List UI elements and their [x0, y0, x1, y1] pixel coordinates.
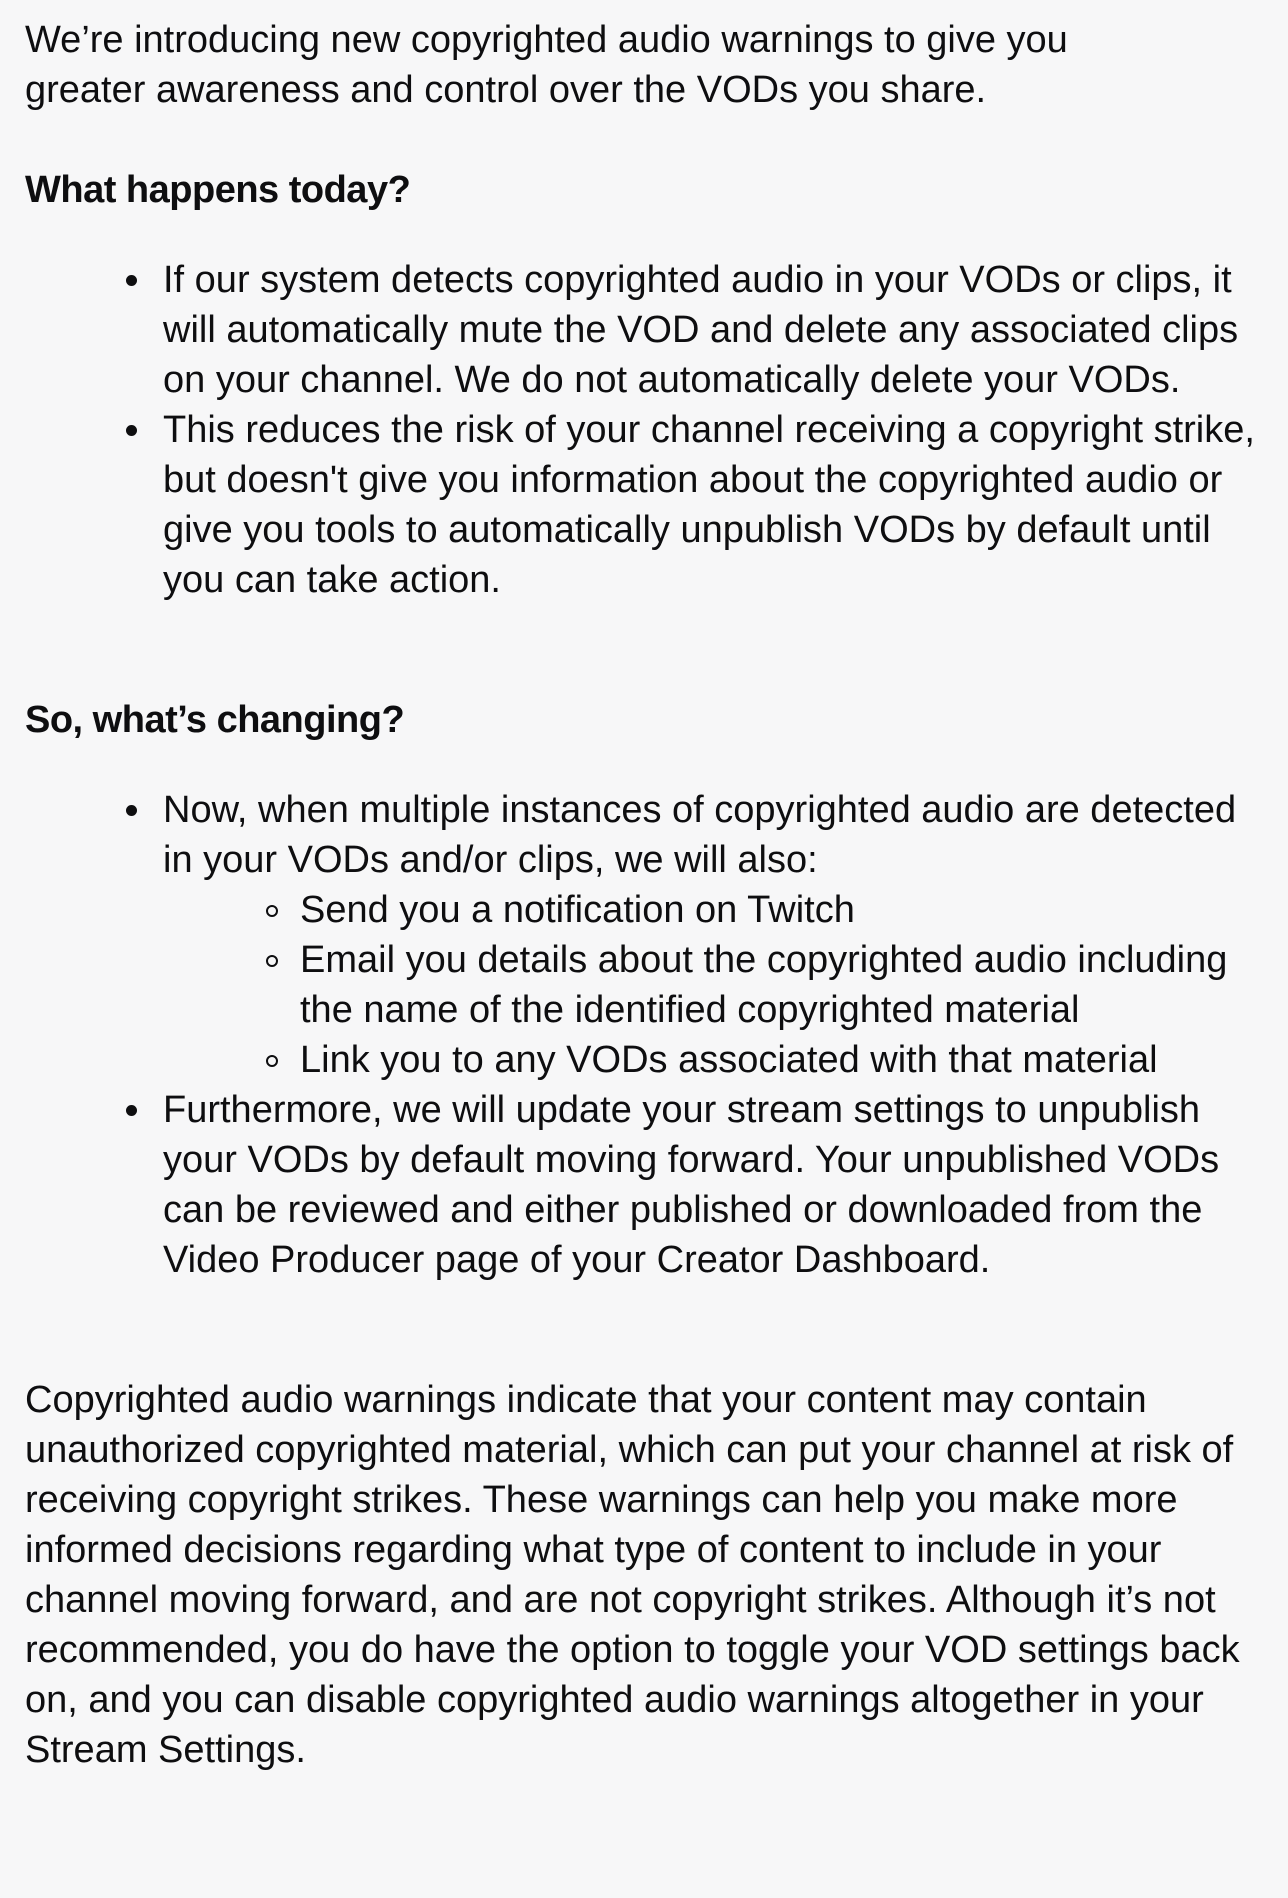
bullet-list-today: [163, 255, 1273, 605]
list-item: [163, 785, 1273, 1085]
section-heading-today: What happens today?: [25, 169, 411, 211]
sub-list-item: Send you a notification on Twitch: [300, 885, 1273, 935]
sub-bullet-list: [300, 885, 1273, 1085]
list-item: If our system detects copyrighted audio in your VODs or clips, it will automatically mute the VOD and delete any associated clips on your channel. We do not automatically delete your VODs.: [163, 255, 1273, 405]
closing-paragraph: Copyrighted audio warnings indicate that your content may contain unauthorized copyrighted material, which can put your channel at risk of receiving copyright strikes. These warnings can help you make more informed decisions regarding what type of content to include in your channel moving forward, and are not copyright strikes. Although it’s not recommended, you do have the option to toggle your VOD settings back on, and you can disable copyrighted audio warnings altogether in your Stream Settings.: [25, 1379, 1240, 1771]
intro-paragraph: We’re introducing new copyrighted audio warnings to give you greater awareness and control over the VODs you share.: [25, 19, 1068, 111]
spacer: [25, 605, 1270, 695]
sub-list-item: Email you details about the copyrighted audio including the name of the identified copyrighted material: [300, 935, 1273, 1035]
sub-list-item: Link you to any VODs associated with that material: [300, 1035, 1273, 1085]
list-item: This reduces the risk of your channel receiving a copyright strike, but doesn't give you information about the copyrighted audio or give you tools to automatically unpublish VODs by default until you can take action.: [163, 405, 1273, 605]
list-item: Furthermore, we will update your stream settings to unpublish your VODs by default moving forward. Your unpublished VODs can be reviewed and either published or downloaded from the Video Producer page of your Creator Dashboard.: [163, 1085, 1273, 1285]
bullet-list-changing: [163, 785, 1273, 1285]
spacer: [25, 1285, 1270, 1375]
section-heading-changing: So, what’s changing?: [25, 699, 405, 741]
list-item-text: Now, when multiple instances of copyrighted audio are detected in your VODs and/or clips, we will also:: [163, 789, 1237, 881]
